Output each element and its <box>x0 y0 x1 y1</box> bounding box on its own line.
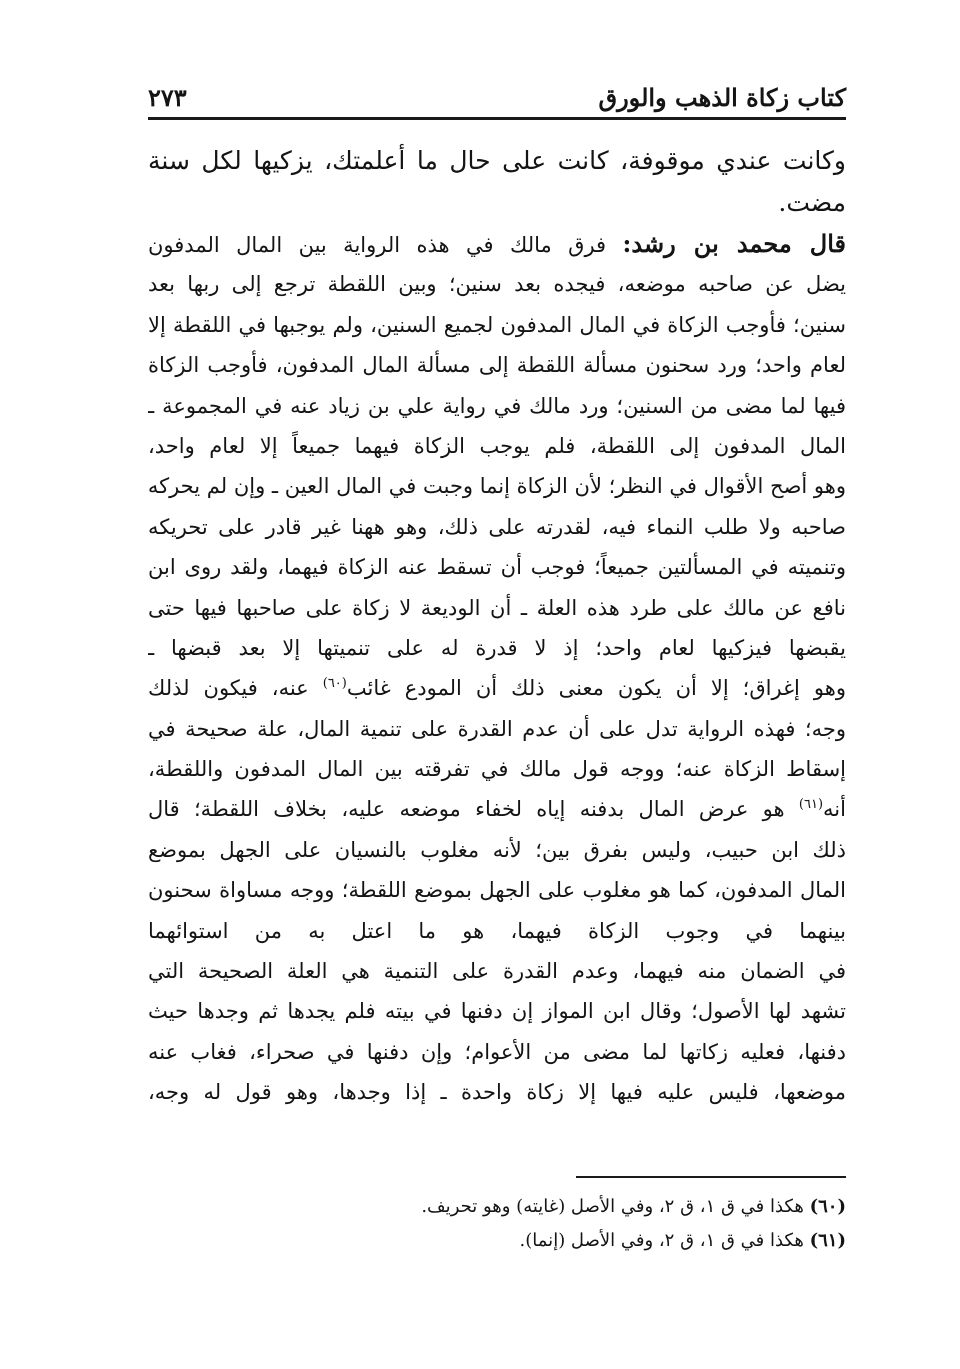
text-line: دفنها، فعليه زكاتها لما مضى من الأعوام؛ وإن دفنها في صحراء، فغاب عنه <box>148 1039 846 1064</box>
text-line: سنين؛ فأوجب الزكاة في المال المدفون لجميع السنين، ولم يوجبها في اللقطة إلا <box>148 312 846 337</box>
text-line <box>148 224 846 264</box>
text-line-content: أنه <box>823 797 846 822</box>
text-line: لعام واحد؛ ورد سحنون مسألة اللقطة إلى مسألة المال المدفون، فأوجب الزكاة <box>148 353 846 378</box>
text-line: صاحبه ولا طلب النماء فيه، لقدرته على ذلك، وهو ههنا غير قادر على تحريكه <box>148 514 846 539</box>
text-line-content: فرق مالك في هذه الرواية بين المال المدفون <box>148 233 607 257</box>
footnote-ref-61[interactable]: (٦١) <box>798 797 824 813</box>
text-line: تشهد لها الأصول؛ وقال ابن المواز إن دفنها في بيته فلم يجدها ثم وجدها حيث <box>148 999 846 1024</box>
footnote-text: هكذا في ق ١، ق ٢، وفي الأصل (إنما). <box>519 1230 804 1251</box>
text-line: فيها لما مضى من السنين؛ ورد مالك في رواية علي بن زياد عنه في المجموعة ـ <box>148 393 846 418</box>
body-text <box>148 140 846 1113</box>
text-line-content: عنه، فيكون لذلك <box>148 676 323 701</box>
footnote-60 <box>148 1190 846 1224</box>
text-line: إسقاط الزكاة عنه؛ ووجه قول مالك في تفرقته بين المال المدفون واللقطة، <box>148 757 846 782</box>
text-line: المال المدفون، كما هو مغلوب على الجهل بموضع اللقطة؛ ووجه مساواة سحنون <box>148 878 846 903</box>
text-line-content: هو عرض المال بدفنه إياه لخفاء موضعه عليه، بخلاف اللقطة؛ قال <box>148 797 799 822</box>
text-line: مضت. <box>778 188 846 217</box>
text-line: يقبضها فيزكيها لعام واحد؛ إذ لا قدرة له على تنميتها إلا بعد قبضها ـ <box>148 635 846 660</box>
text-line-content: وهو إغراق؛ إلا أن يكون معنى ذلك أن المودع غائب <box>346 676 846 701</box>
footnote-number: (٦١) <box>809 1230 846 1251</box>
text-line: نافع عن مالك على طرد هذه العلة ـ أن الوديعة لا زكاة على صاحبها فيها حتى <box>148 595 846 620</box>
text-line: في الضمان منه فيهما، وعدم القدرة على التنمية هي العلة الصحيحة التي <box>148 959 846 984</box>
text-line: موضعها، فليس عليه فيها إلا زكاة واحدة ـ إذا وجدها، وهو قول له وجه، <box>148 1080 846 1105</box>
text-line: يضل عن صاحبه موضعه، فيجده بعد سنين؛ وبين اللقطة ترجع إلى ربها بعد <box>148 272 846 297</box>
text-line: بينهما في وجوب الزكاة فيهما، هو ما اعتل به من استوائهما <box>148 918 846 943</box>
footnote-ref-60[interactable]: (٦٠) <box>322 676 347 692</box>
footnote-number: (٦٠) <box>809 1196 846 1217</box>
page-number: ٢٧٣ <box>148 83 187 112</box>
text-line: ذلك ابن حبيب، وليس بفرق بين؛ لأنه مغلوب بالنسيان على الجهل بموضع <box>148 837 846 862</box>
text-line: وتنميته في المسألتين جميعاً؛ فوجب أن تسقط عنه الزكاة فيهما، ولقد روى ابن <box>148 555 846 580</box>
speaker-label: قال محمد بن رشد: <box>622 229 846 258</box>
text-line <box>148 789 846 829</box>
footnotes <box>148 1190 846 1258</box>
book-title: كتاب زكاة الذهب والورق <box>598 83 846 112</box>
text-line: وهو أصح الأقوال في النظر؛ لأن الزكاة إنما وجبت في المال العين ـ وإن لم يحركه <box>148 474 846 499</box>
running-header <box>148 80 846 120</box>
text-line: المال المدفون إلى اللقطة، فلم يوجب الزكاة فيهما جميعاً إلا لعام واحد، <box>148 433 846 458</box>
text-line: وجه؛ فهذه الرواية تدل على أن عدم القدرة على تنمية المال، علة صحيحة في <box>148 716 846 741</box>
footnote-divider <box>576 1176 846 1178</box>
text-line: وكانت عندي موقوفة، كانت على حال ما أعلمتك، يزكيها لكل سنة <box>148 146 846 175</box>
footnote-text: هكذا في ق ١، ق ٢، وفي الأصل (غايته) وهو تحريف. <box>421 1196 804 1217</box>
footnote-61 <box>148 1224 846 1258</box>
text-line <box>148 668 846 708</box>
